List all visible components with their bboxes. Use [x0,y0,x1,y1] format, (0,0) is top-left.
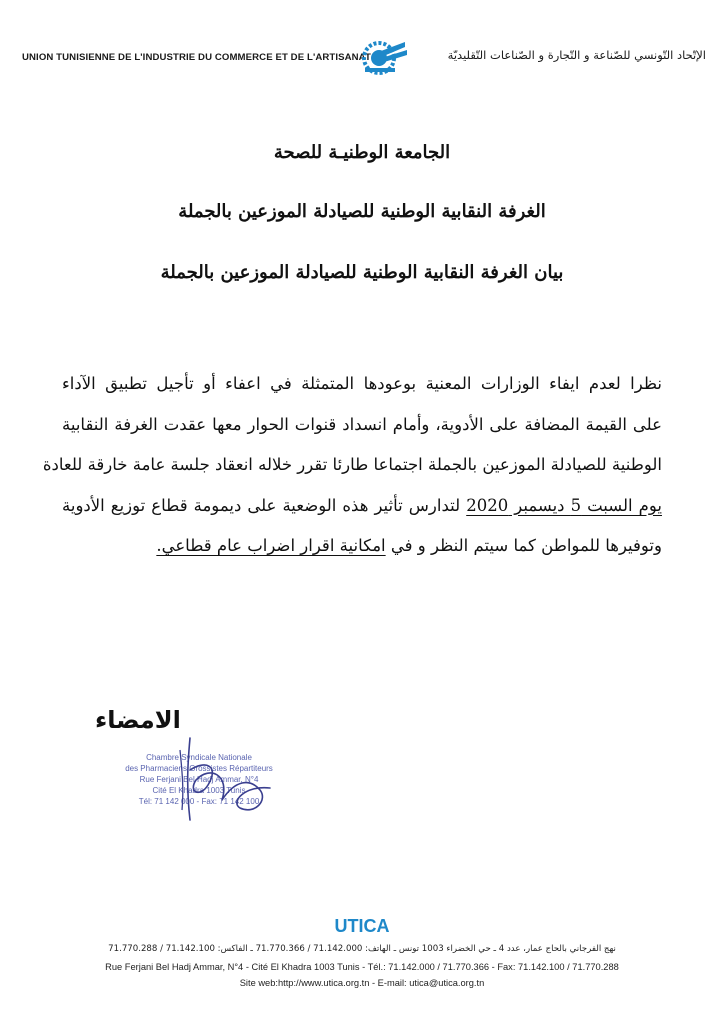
stamp-line-4: Cité El Khadra 1003 Tunis [152,786,246,795]
body-line-3: الوطنية للصيادلة الموزعين بالجملة اجتماعا طارئا تقرر خلاله انعقاد جلسة عامة خارقة للعادة [42,455,662,474]
body-line-5-text: وتوفيرها للمواطن كما سيتم النظر و في [390,536,662,555]
chamber-title: الغرفة النقابية الوطنية للصيادلة الموزعين بالجملة [178,201,546,222]
stamp-line-5: Tél: 71 142 000 - Fax: 71 142 100 [138,797,260,806]
statement-body [42,364,662,567]
stamp-line-3: Rue Ferjani Bel Hadj Ammar, N°4 [139,775,259,784]
utica-logo-icon [359,34,409,78]
body-line-1: نظرا لعدم ايفاء الوزارات المعنية بوعودها المتمثلة في اعفاء أو تأجيل تطبيق الآداء [62,374,662,393]
body-line-5 [62,526,662,567]
stamp-line-2: des Pharmaciens Grossistes Répartiteurs [125,764,273,773]
body-line-2: على القيمة المضافة على الأدوية، وأمام انسداد قنوات الحوار معها عقدت الغرفة النقابية [62,414,662,434]
body-line-4 [62,486,662,527]
federation-title: الجامعة الوطنيـة للصحة [273,142,451,163]
meeting-date: يوم السبت 5 ديسمبر 2020 [466,495,662,515]
strike-decision: امكانية اقرار اضراب عام قطاعي. [156,536,386,555]
footer-address-arabic: نهج الفرجاني بالحاج عمار، عدد 4 ـ حي الخضراء 1003 تونس ـ الهاتف: 71.142.000 / 71.770.366 ـ الفاكس: 71.142.100 / 71.770.288 [108,944,616,954]
signature-label: الامضاء [95,706,181,734]
footer-web-contact: Site web:http://www.utica.org.tn - E-mail: utica@utica.org.tn [239,978,485,988]
org-name-arabic: الإتّحاد التّونسي للصّناعة و التّجارة و الصّناعات التّقليديّة [447,48,706,62]
footer-brand: UTICA [334,916,390,936]
handwritten-signature [160,730,300,830]
body-line-4-text: لتدارس تأثير هذه الوضعية على ديمومة قطاع توزيع الأدوية [62,495,461,515]
footer-address-french: Rue Ferjani Bel Hadj Ammar, N°4 - Cité El Khadra 1003 Tunis - Tél.: 71.142.000 / 71.770.366 - Fax: 71.142.100 / 71.770.288 [105,962,619,972]
letterhead [0,34,724,84]
stamp-line-1: Chambre Syndicale Nationale [146,753,252,762]
statement-title: بيان الغرفة النقابية الوطنية للصيادلة الموزعين بالجملة [160,262,564,283]
org-name-french: UNION TUNISIENNE DE L'INDUSTRIE DU COMMERCE ET DE L'ARTISANAT [22,52,371,63]
